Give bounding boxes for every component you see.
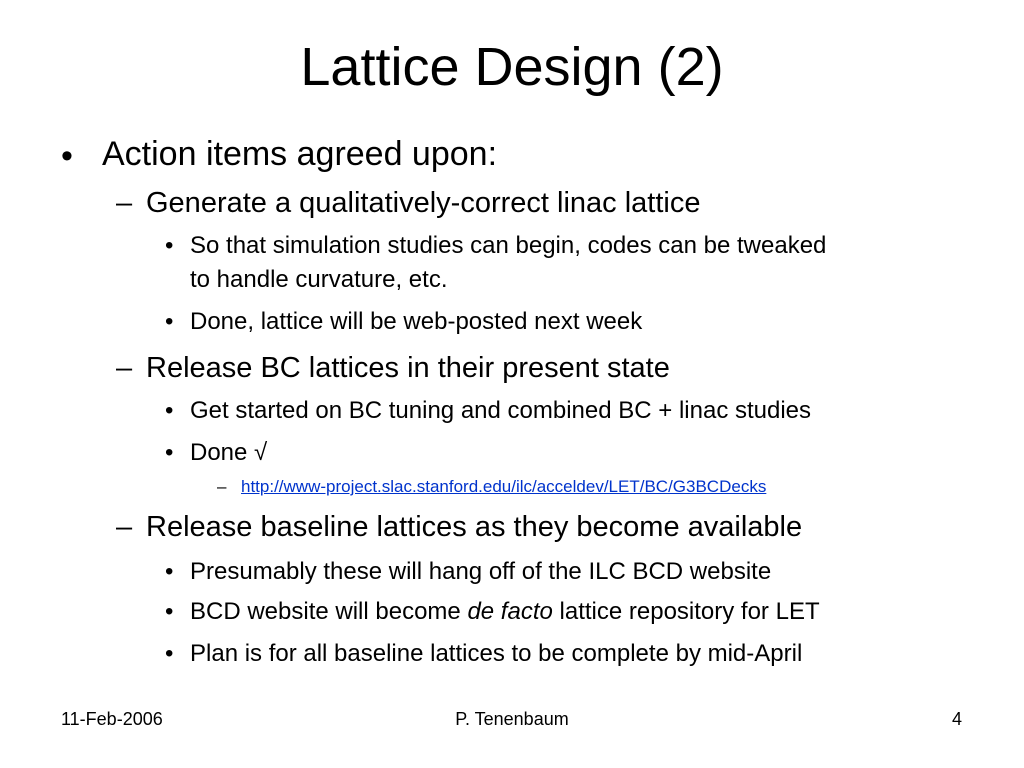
subsubitem-simulation-line1: So that simulation studies can begin, codes can be tweaked <box>190 232 827 259</box>
bc-decks-link[interactable]: http://www-project.slac.stanford.edu/ilc/acceldev/LET/BC/G3BCDecks <box>241 477 767 496</box>
text-run: BCD website will become <box>190 598 468 625</box>
footer-page-number: 4 <box>951 709 962 729</box>
footer-author: P. Tenenbaum <box>455 709 569 729</box>
subitem-release-bc-lattices: Release BC lattices in their present state <box>146 352 670 384</box>
bullet-marker: • <box>165 558 174 585</box>
dash-marker: – <box>116 187 133 219</box>
subitem-generate-lattice: Generate a qualitatively-correct linac lattice <box>146 187 701 219</box>
bullet-marker: • <box>165 598 174 625</box>
subsubitem-simulation-line2: to handle curvature, etc. <box>190 266 448 293</box>
subitem-release-baseline: Release baseline lattices as they become available <box>146 511 803 543</box>
subsubitem-plan-mid-april: Plan is for all baseline lattices to be complete by mid-April <box>190 640 803 667</box>
slide-title: Lattice Design (2) <box>300 37 724 97</box>
subsubitem-ilc-bcd-website: Presumably these will hang off of the ILC BCD website <box>190 558 772 585</box>
italic-text: de facto <box>467 598 553 625</box>
bullet-action-items: Action items agreed upon: <box>102 135 498 173</box>
bullet-marker: • <box>165 640 174 667</box>
text-run: lattice repository for LET <box>552 598 820 625</box>
bullet-marker: • <box>61 137 73 175</box>
subsubitem-bcd-repository <box>190 597 820 627</box>
footer-date: 11-Feb-2006 <box>61 709 163 729</box>
subsubitem-bc-tuning: Get started on BC tuning and combined BC + linac studies <box>190 397 812 424</box>
bullet-marker: • <box>165 397 174 424</box>
bullet-marker: • <box>165 439 174 466</box>
subsubitem-done-check: Done √ <box>190 439 268 466</box>
bullet-marker: • <box>165 232 174 259</box>
dash-marker: – <box>217 477 227 496</box>
bullet-marker: • <box>165 308 174 335</box>
dash-marker: – <box>116 352 133 384</box>
dash-marker: – <box>116 511 133 543</box>
subsubitem-done-web-posted: Done, lattice will be web-posted next week <box>190 308 643 335</box>
